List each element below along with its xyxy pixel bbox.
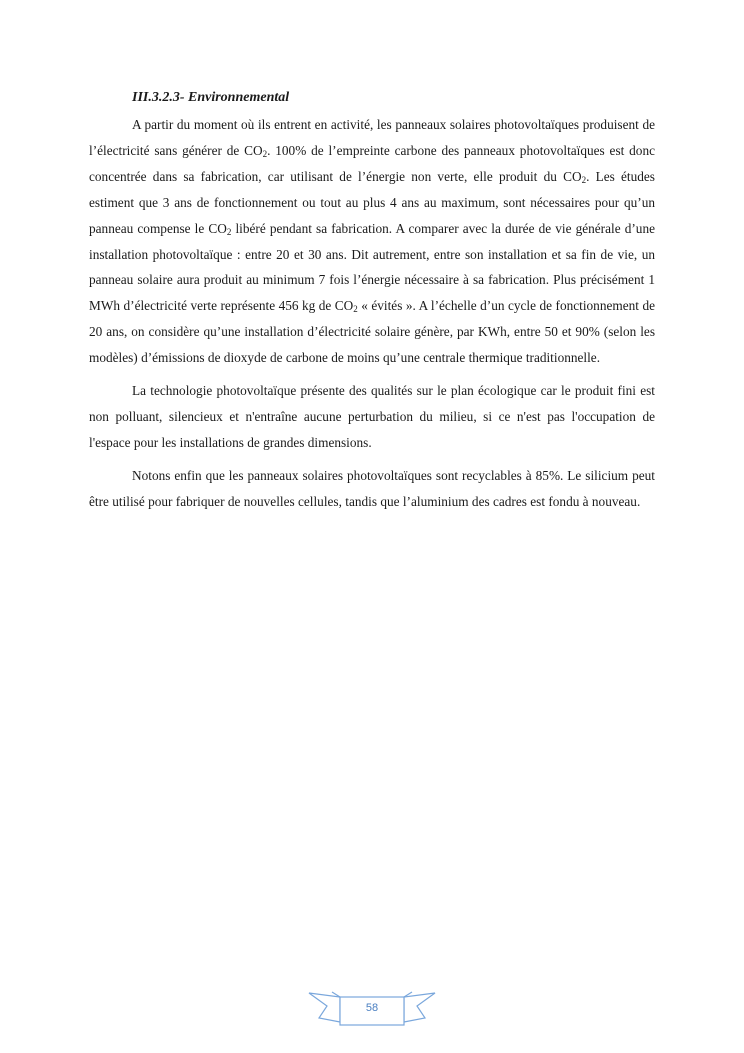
- paragraph-text: libéré pendant sa fabrication. A comparer avec la durée de vie générale d’une installation photovoltaïque : entre 20 et 30 ans. Dit autrement, entre son installation et sa fin de vie, un panneau solaire aura produit au minimum 7 fois l’énergie nécessaire à sa fabrication. Plus précisément 1 MWh d’électricité verte représente 456 kg de CO: [89, 220, 655, 314]
- subscript: 2: [226, 226, 232, 237]
- page-number: 58: [365, 1002, 379, 1014]
- page-footer: [0, 988, 744, 1028]
- page-body: [89, 88, 655, 522]
- paragraph-text: La technologie photovoltaïque présente des qualités sur le plan écologique car le produit fini est non polluant, silencieux et n'entraîne aucune perturbation du milieu, si ce n'est pas l'occupation de l'espace pour les installations de grandes dimensions.: [89, 383, 655, 450]
- paragraph-text: . 100% de l’empreinte carbone des panneaux photovoltaïques est donc concentrée dans sa fabrication, car utilisant de l’énergie non verte, elle produit du CO: [89, 142, 655, 184]
- section-heading: III.3.2.3- Environnemental: [132, 90, 290, 105]
- subscript: 2: [262, 148, 268, 159]
- paragraph-ecological-qualities: [89, 378, 655, 456]
- paragraph-text: « évités ». A l’échelle d’un cycle de fonctionnement de 20 ans, on considère qu’une installation d’électricité solaire génère, par KWh, entre 50 et 90% (selon les modèles) d’émissions de dioxyde de carbone de moins qu’une centrale thermique traditionnelle.: [89, 298, 655, 366]
- paragraph-recycling: [89, 463, 655, 515]
- paragraph-text: Notons enfin que les panneaux solaires photovoltaïques sont recyclables à 85%. Le silicium peut être utilisé pour fabriquer de nouvelles cellules, tandis que l’aluminium des cadres est fondu à nouveau.: [89, 467, 655, 509]
- paragraph-text: A partir du moment où ils entrent en activité, les panneaux solaires photovoltaïques produisent de l’électricité sans générer de CO: [89, 117, 655, 158]
- subscript: 2: [353, 304, 358, 315]
- paragraph-text: . Les études estiment que 3 ans de fonctionnement ou tout au plus 4 ans au maximum, sont nécessaires pour qu’un panneau compense le CO: [89, 168, 655, 236]
- subscript: 2: [581, 174, 587, 185]
- paragraph-environmental-impact: [89, 112, 655, 371]
